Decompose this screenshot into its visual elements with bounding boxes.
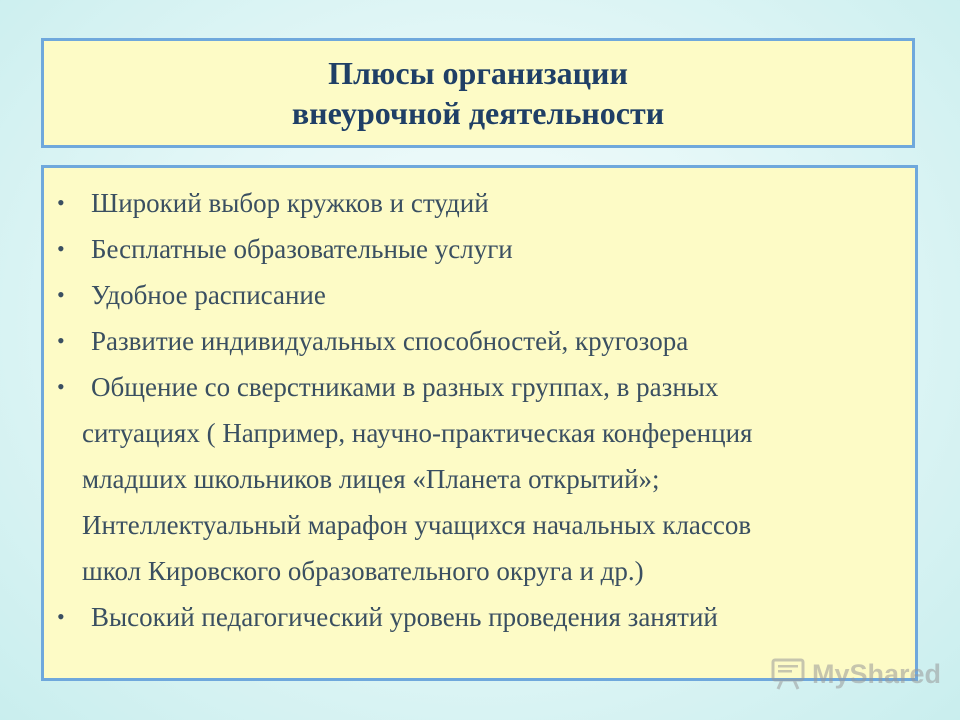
bullet-item [44,180,915,226]
slide-title-box [41,38,915,148]
bullet-dot-icon: • [57,604,65,629]
bullet-continuation-line: Интеллектуальный марафон учащихся начальных классов [82,510,752,540]
slide-title-line-2: внеурочной деятельности [291,95,665,131]
watermark [770,656,941,692]
bullet-text: Бесплатные образовательные услуги [91,234,513,264]
bullet-continuation-line: ситуациях ( Например, научно-практическая конференция [82,418,753,448]
bullet-item [44,364,915,594]
bullet-dot-icon: • [57,328,65,353]
bullet-item [44,226,915,272]
bullet-text: Высокий педагогический уровень проведения занятий [91,602,718,632]
bullet-list [44,180,915,640]
bullet-text: Широкий выбор кружков и студий [91,188,489,218]
bullet-item [44,272,915,318]
bullet-item [44,594,915,640]
bullet-continuation-line: школ Кировского образовательного округа и др.) [82,556,644,586]
watermark-text: MyShared [812,658,942,689]
bullet-dot-icon: • [57,190,65,215]
bullet-text: Развитие индивидуальных способностей, кругозора [91,326,689,356]
bullet-dot-icon: • [57,374,65,399]
bullet-item [44,318,915,364]
presentation-board-icon [770,657,806,691]
bullet-dot-icon: • [57,236,65,261]
bullet-text: Общение со сверстниками в разных группах, в разных [91,372,719,402]
bullet-continuation-line: младших школьников лицея «Планета открытий»; [82,464,660,494]
slide-content-box [41,165,918,681]
bullet-dot-icon: • [57,282,65,307]
bullet-text: Удобное расписание [91,280,326,310]
slide-title-line-1: Плюсы организации [328,55,628,91]
